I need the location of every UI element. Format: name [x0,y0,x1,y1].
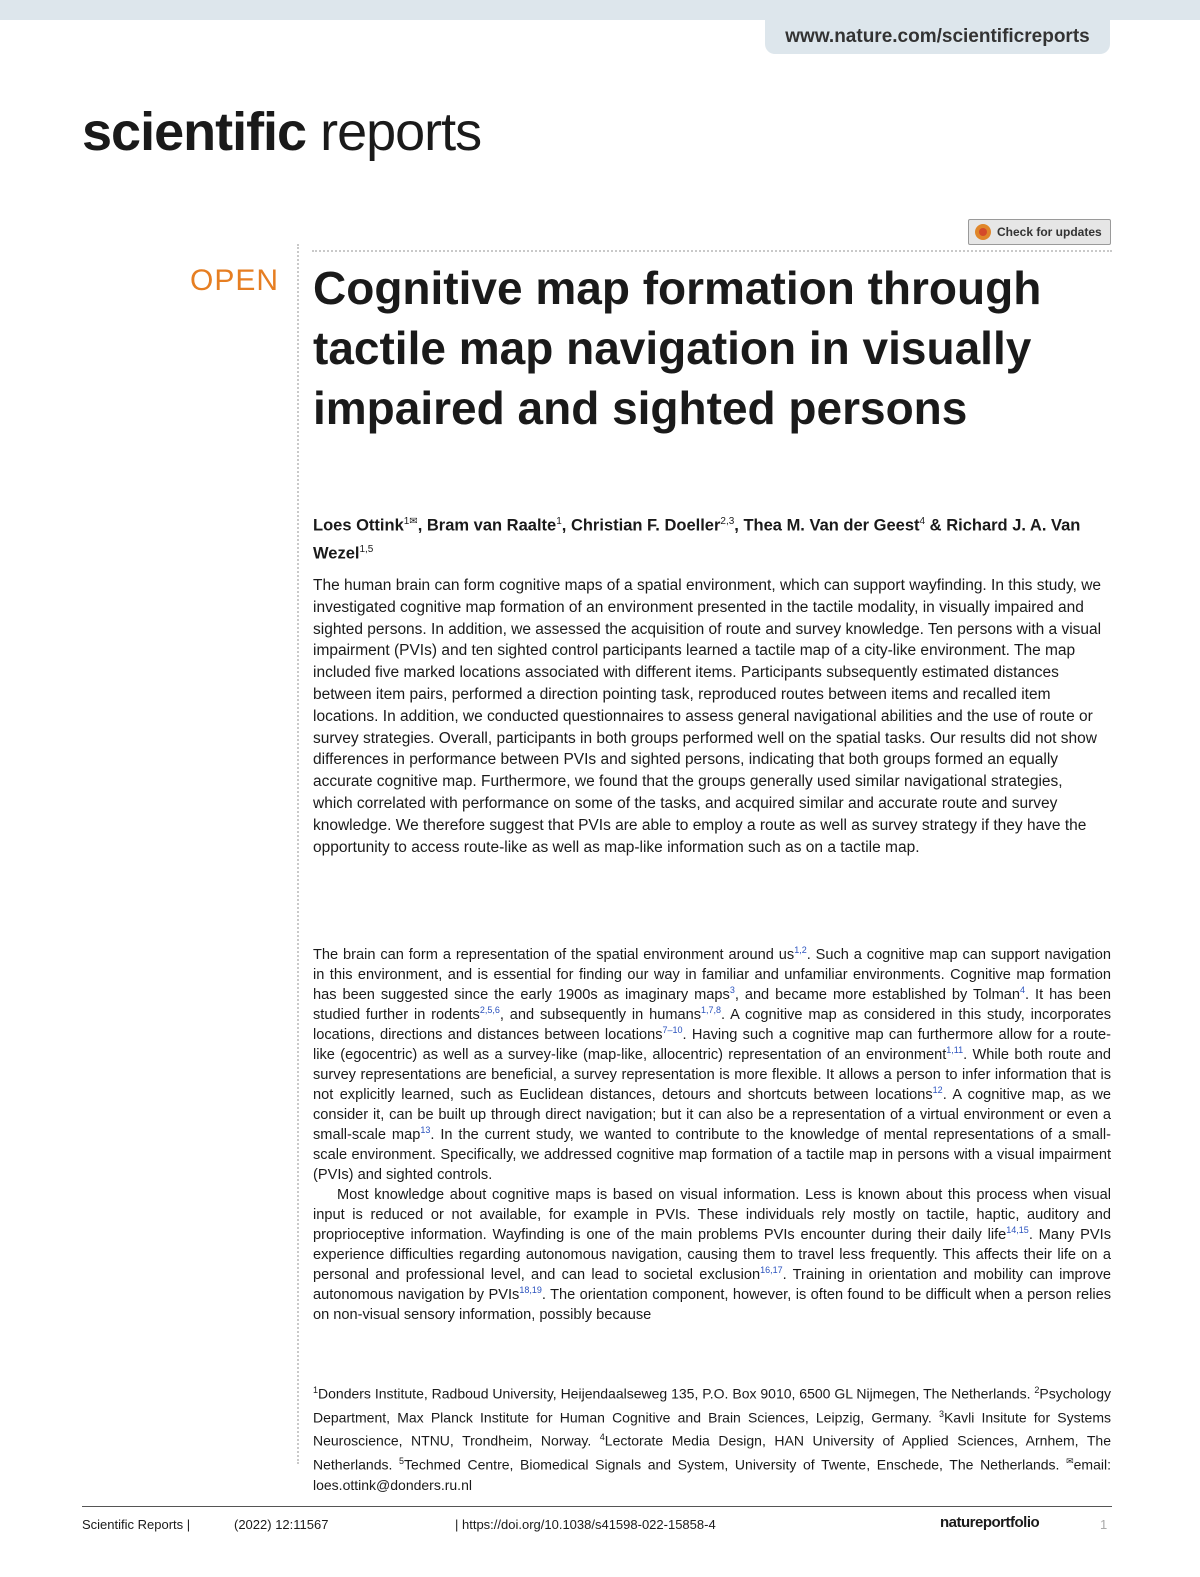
check-updates-button[interactable] [968,219,1111,245]
affiliation-marker: ✉ [1066,1455,1074,1466]
affiliation-marker: 4 [599,1432,605,1443]
citation-link[interactable]: 1,11 [946,1045,964,1056]
author-name[interactable]: Richard J. A. Van Wezel [313,516,1081,562]
body-text [313,945,1111,1325]
affiliation-text: Psychology Department, Max Planck Institute for Human Cognitive and Brain Sciences, Leipzig, Germany. [313,1385,1111,1426]
citation-link[interactable]: 16,17 [760,1265,783,1276]
top-bar [0,0,1200,20]
open-access-label: OPEN [190,264,280,297]
body-paragraph-2: Most knowledge about cognitive maps is based on visual information. Less is known about this process when visual input is reduced or not available, for example in PVIs. These individuals rely mostly on tactile, haptic, auditory and proprioceptive information. Wayfinding is one of the main problems PVIs encounter during their daily life$^{14,15}$. Many PVIs experience difficulties regarding autonomous navigation, causing them to travel less frequently. This affects their life on a personal and professional level, and can lead to societal exclusion$^{16,17}$. Training in orientation and mobility can improve autonomous navigation by PVIs$^{18,19}$. The orientation component, however, is often found to be difficult when a person relies on non-visual sensory information, possibly because [313,1187,1111,1323]
author-name[interactable]: Bram van Raalte [426,516,557,535]
journal-logo-bold: scientific [82,102,307,162]
author-name[interactable]: Christian F. Doeller [570,516,721,535]
journal-logo[interactable] [82,100,481,164]
author-list: Loes Ottink$^{1✉}$, Bram van Raalte$^1$, Christian F. Doeller$^{2,3}$, Thea M. Van der Geest$^4$ & Richard J. A. Van Wezel$^{1,5}$ [313,516,1081,562]
affiliations-footnote [313,1380,1111,1495]
affiliation-text: Lectorate Media Design, HAN University of Applied Sciences, Arnhem, The Netherlands. [313,1432,1111,1473]
citation-link[interactable]: 1,7,8 [701,1005,722,1016]
nature-portfolio-logo: natureportfolio [940,1514,1040,1531]
author-affiliation: 1 [556,516,562,527]
affiliation-marker: 2 [1034,1385,1040,1395]
affiliation-marker: 1 [313,1385,319,1395]
article-title: Cognitive map formation through tactile map navigation in visually impaired and sighted persons [313,262,1042,434]
abstract: The human brain can form cognitive maps of a spatial environment, which can support wayfinding. In this study, we investigated cognitive map formation of an environment presented in the tactile modality, in visually impaired and sighted persons. In addition, we assessed the acquisition of route and survey knowledge. Ten persons with a visual impairment (PVIs) and ten sighted control participants learned a tactile map of a city-like environment. The map included five marked locations associated with different items. Participants subsequently estimated distances between item pairs, performed a direction pointing task, reproduced routes between items and recalled item locations. In addition, we conducted questionnaires to assess general navigational abilities and the use of route or survey strategies. Overall, participants in both groups performed well on the spatial tasks. Our results did not show differences in performance between PVIs and sighted persons, indicating that both groups formed an equally accurate cognitive map. Furthermore, we found that the groups generally used similar navigational strategies, which correlated with performance on some of the tasks, and acquired similar and accurate route and survey knowledge. We therefore suggest that PVIs are able to employ a route as well as survey strategy if they have the opportunity to access route-like as well as map-like information such as on a tactile map. [313,577,1102,856]
journal-url-link[interactable]: www.nature.com/scientificreports [765,20,1110,54]
check-updates-icon [975,224,991,240]
affiliation-text: Donders Institute, Radboud University, Heijendaalseweg 135, P.O. Box 9010, 6500 GL Nijmegen, The Netherlands. [318,1385,1035,1402]
author-name[interactable]: Loes Ottink [313,516,404,535]
affiliation-marker: 3 [938,1408,944,1419]
body-paragraph-1: The brain can form a representation of the spatial environment around us$^{1,2}$. Such a cognitive map can support navigation in this environment, and is essential for finding our way in familiar and unfamiliar environments. Cognitive map formation has been suggested since the early 1900s as imaginary maps$^3$, and became more established by Tolman$^4$. It has been studied further in rodents$^{2,5,6}$, and subsequently in humans$^{1,7,8}$. A cognitive map as considered in this study, incorporates locations, directions and distances between locations$^{7-10}$. Having such a cognitive map can furthermore allow for a route-like (egocentric) as well as a survey-like (map-like, allocentric) representation of an environment$^{1,11}$. While both route and survey representations are beneficial, a survey representation is more flexible. It allows a person to infer information that is not explicitly learned, such as Euclidean distances, detours and shortcuts between locations$^{12}$. A cognitive map, as we consider it, can be built up through direct navigation; but it can also be a representation of a virtual environment or even a small-scale map$^{13}$. In the current study, we wanted to contribute to the knowledge of mental representations of a small-scale environment. Specifically, we addressed cognitive map formation of a tactile map in persons with a visual impairment (PVIs) and sighted controls. [313,945,1112,1183]
footer-journal: Scientific Reports | [82,1517,191,1532]
author-affiliation: 2,3 [720,516,735,527]
author-affiliation: 1✉ [403,516,418,527]
citation-link[interactable]: 18,19 [519,1285,542,1296]
citation-link[interactable]: 12 [932,1085,943,1096]
citation-link[interactable]: 3 [729,985,735,996]
citation-link[interactable]: 14,15 [1006,1225,1029,1236]
citation-link[interactable]: 4 [1020,985,1026,996]
author-affiliation: 1,5 [359,543,374,555]
affiliation-text: Techmed Centre, Biomedical Signals and System, University of Twente, Enschede, The Netherlands. [404,1456,1067,1473]
footer-volume: (2022) 12:11567 [234,1517,329,1532]
author-name[interactable]: Thea M. Van der Geest [743,516,920,535]
journal-logo-light: reports [306,102,482,162]
footer-rule [82,1506,1112,1507]
affiliation-text: email: loes.ottink@donders.ru.nl [313,1456,1111,1493]
author-affiliation: 4 [919,516,926,527]
affiliation-marker: 5 [399,1455,405,1466]
divider-horizontal [312,250,1112,252]
footer-doi-link[interactable]: | https://doi.org/10.1038/s41598-022-15858-4 [455,1517,716,1532]
citation-link[interactable]: 2,5,6 [479,1005,500,1016]
citation-link[interactable]: 13 [420,1125,431,1136]
citation-link[interactable]: 1,2 [794,945,807,956]
page-number: 1 [1100,1517,1108,1532]
citation-link[interactable]: 7–10 [662,1025,683,1036]
divider-vertical [297,244,299,1464]
check-updates-label: Check for updates [997,225,1102,239]
affiliation-text: Kavli Insitute for Systems Neuroscience, NTNU, Trondheim, Norway. [313,1409,1111,1449]
